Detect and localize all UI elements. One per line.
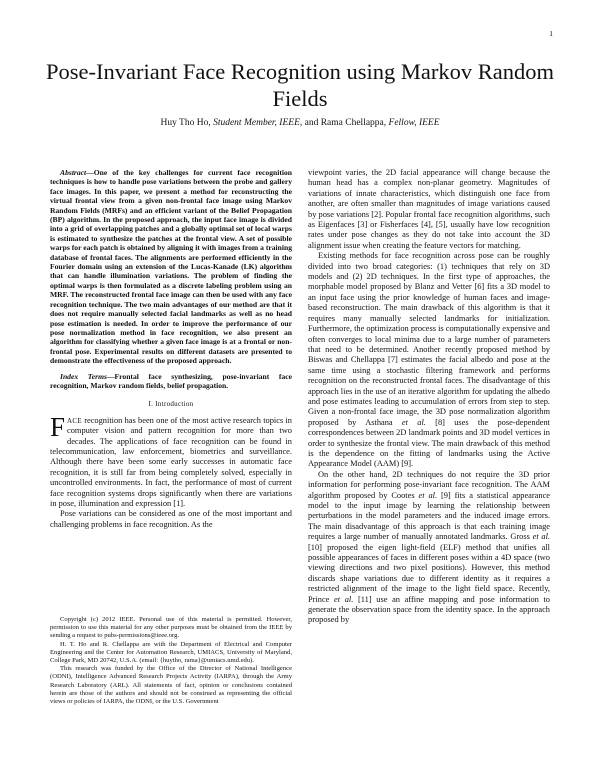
abstract: [50, 168, 292, 366]
drop-cap-rest: ACE: [67, 416, 82, 425]
index-terms: [50, 372, 292, 391]
author-2-affiliation: Fellow, IEEE: [388, 118, 440, 128]
section-heading-introduction: I. Introduction: [148, 400, 194, 409]
author-line: [40, 118, 560, 128]
author-1-affiliation: Student Member, IEEE,: [213, 118, 303, 128]
intro-paragraph-4: [308, 251, 550, 470]
et-al: et al.: [334, 594, 354, 604]
intro-paragraph-2: Pose variations can be considered as one of the most important and challenging problems in face recognition. As the: [50, 509, 292, 529]
intro-paragraph-5-text-c: [10] proposed the eigen light-field (ELF) method that unifies all possible appearances of faces in different poses within a 4D space (two viewing directions and two pixel positions). However, this method discards shape variations due to different identity as it requires a restricted alignment of the image to the light field space. Recently, Prince: [308, 542, 550, 604]
et-al: et al.: [532, 532, 550, 542]
intro-paragraph-4-text-b: [8] uses the pose-dependent correspondences between 2D landmark points and 3D model vertices in order to synthesize the frontal view. The main drawback of this method is the dependence on the fitting of landmarks using the Active Appearance Model (AAM) [9].: [308, 417, 550, 469]
et-al: et al.: [401, 417, 426, 427]
intro-paragraph-5-text-b: [9] fits a statistical appearance model to the input image by learning the relationship between perturbations in the model parameters and the induced image errors. The main disadvantage of this approach is that each training image requires a large number of manually annotated landmarks. Gross: [308, 490, 551, 542]
index-terms-label: Index Terms: [60, 371, 107, 381]
intro-paragraph-4-text-a: Existing methods for face recognition across pose can be roughly divided into two broad categories: (1) techniques that rely on 3D models and (2) 2D techniques. In the first type of approaches, the morphable model proposed by Blanz and Vetter [6] fits a 3D model to an input face using the prior knowledge of human faces and image-based reconstruction. The main drawback of this algorithm is that it requires many manually selected landmarks for initialization. Furthermore, the optimization process is computationally expensive and often converges to local minima due to a large number of parameters that need to be determined. Another recently proposed method by Biswas and Chellappa [7] estimates the facial albedo and pose at the same time using a stochastic filtering framework and performs recognition on the reconstructed frontal faces. The disadvantage of this approach lies in the use of an iterative algorithm for updating the albedo and pose estimates leading to accumulation of errors from step to step. Given a non-frontal face image, the 3D pose normalization algorithm proposed by Asthana: [308, 251, 550, 427]
index-terms-text: —Frontal face synthesizing, pose-invariant face recognition, Markov random fields, belief propagation.: [50, 371, 293, 390]
left-column: [50, 168, 292, 530]
footnote-copyright: Copyright (c) 2012 IEEE. Personal use of this material is permitted. However, permission to use this material for any other purposes must be obtained from the IEEE by sending a request to pubs-permissions@ieee.org.: [50, 616, 292, 640]
abstract-label: Abstract: [60, 168, 87, 177]
right-column: [308, 168, 550, 626]
footnotes: [50, 616, 292, 706]
paper-title: Pose-Invariant Face Recognition using Markov Random Fields: [45, 59, 555, 111]
footnote-affiliation: H. T. Ho and R. Chellappa are with the Department of Electrical and Computer Engineering and the Center for Automation Research, UMIACS, University of Maryland, College Park, MD 20742, U.S.A. (email: {huytho, rama}@umiacs.umd.edu).: [50, 640, 292, 665]
intro-paragraph-1: [50, 411, 292, 510]
footnote-funding: This research was funded by the Office of the Director of National Intelligence (ODNI), Intelligence Advanced Research Projects Activity (IARPA), through the Army Research Laboratory (ARL). All statements of fact, opinion or conclusions contained herein are those of the authors and should not be construed as representing the official views or policies of IARPA, the ODNI, or the U.S. Government: [50, 665, 292, 706]
author-2: and Rama Chellappa,: [304, 118, 387, 128]
intro-paragraph-3: viewpoint varies, the 2D facial appearance will change because the human head has a complex non-planar geometry. Magnitudes of variations of innate characteristics, which distinguish one face from another, are often smaller than magnitudes of image variations caused by pose variations [2]. Popular frontal face recognition algorithms, such as Eigenfaces [3] or Fisherfaces [4], [5], usually have low recognition rates under pose changes as they do not take into account the 3D alignment issue when creating the feature vectors for matching.: [308, 168, 550, 250]
author-1: Huy Tho Ho,: [160, 118, 211, 128]
page-number: 1: [549, 29, 553, 38]
intro-paragraph-5-text-d: [11] use an affine mapping and pose information to generate the observation space from the identity space. In the approach proposed by: [308, 594, 550, 625]
et-al: et al.: [418, 490, 438, 500]
intro-paragraph-1-text: recognition has been one of the most active research topics in computer vision and pattern recognition for more than two decades. The applications of face recognition can be found in telecommunication, law enforcement, biometrics and surveillance. Although there have been some early successes in automatic face recognition, it is still far from being completely solved, especially in uncontrolled environments. In fact, the performance of most of current face recognition systems drops significantly when there are variations in pose, illumination and expression [1].: [50, 415, 292, 508]
intro-paragraph-5-text-a: On the other hand, 2D techniques do not require the 3D prior information for performing pose-invariant face recognition. The AAM algorithm proposed by Cootes: [308, 469, 550, 500]
drop-cap: F: [50, 411, 66, 442]
intro-paragraph-5: [308, 470, 550, 626]
abstract-text: —One of the key challenges for current face recognition techniques is how to handle pose variations between the probe and gallery face images. In this paper, we present a method for reconstructing the virtual frontal view from a given non-frontal face image using Markov Random Fields (MRFs) and an efficient variant of the Belief Propagation (BP) algorithm. In the proposed approach, the input face image is divided into a grid of overlapping patches and a globally optimal set of local warps is estimated to synthesize the patches at the frontal view. A set of possible warps for each patch is obtained by aligning it with images from a training database of frontal faces. The alignments are performed efficiently in the Fourier domain using an extension of the Lucas-Kanade (LK) algorithm that can handle illumination variations. The problem of finding the optimal warps is then formulated as a discrete labeling problem using an MRF. The reconstructed frontal face image can then be used with any face recognition technique. The two main advantages of our method are that it does not require manually selected facial landmarks as well as no head pose estimation is needed. In order to improve the performance of our pose normalization method in face recognition, we also present an algorithm for classifying whether a given face image is at a frontal or non-frontal pose. Experimental results on different datasets are presented to demonstrate the effectiveness of the proposed approach.: [50, 168, 292, 366]
